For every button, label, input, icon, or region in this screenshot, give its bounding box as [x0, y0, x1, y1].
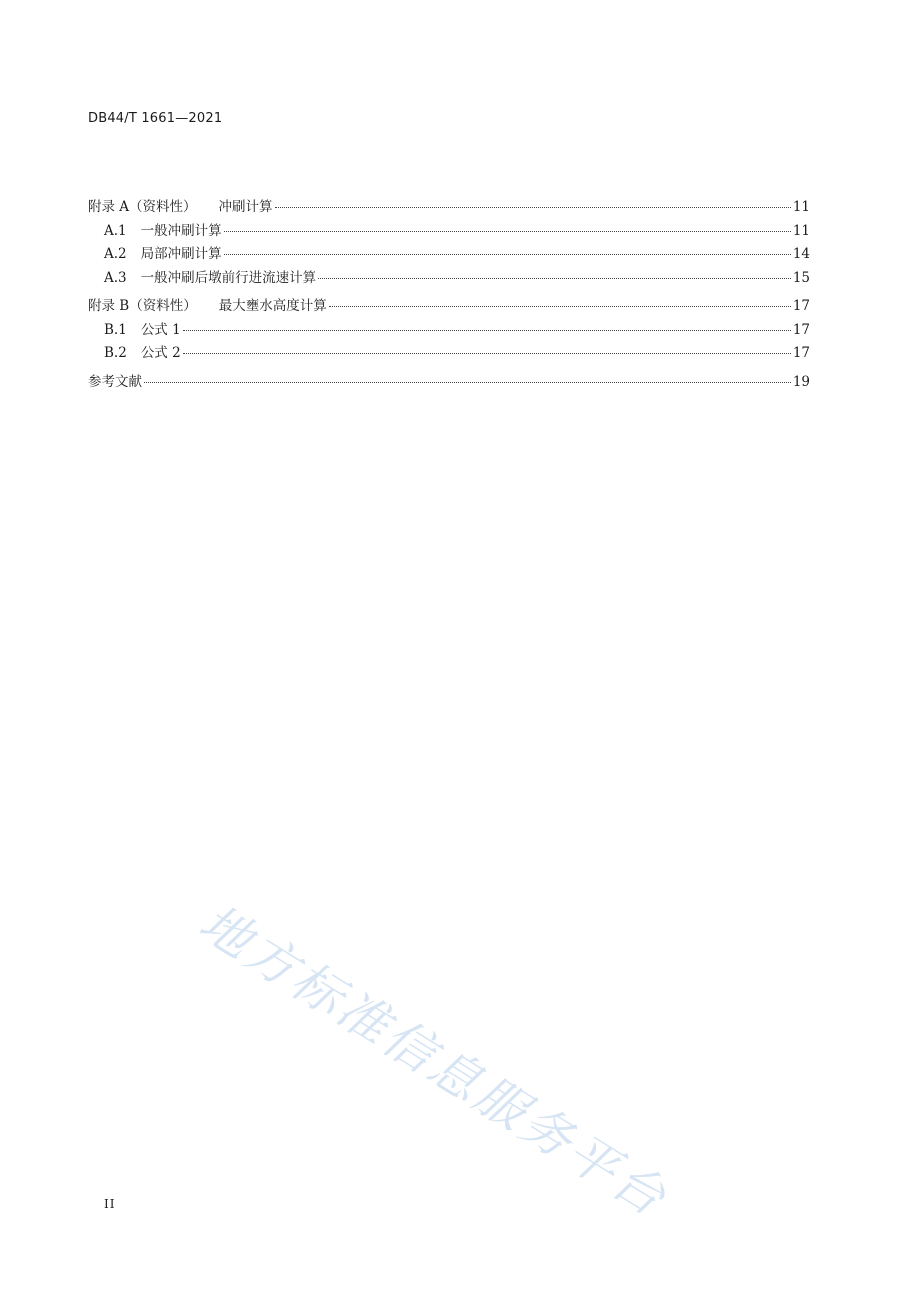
footer-page-number: II	[104, 1197, 116, 1211]
watermark: 地方标准信息服务平台	[189, 893, 679, 1229]
toc-entry-number: A.3	[104, 269, 127, 286]
table-of-contents	[88, 196, 810, 394]
toc-page-number: 17	[792, 321, 810, 338]
toc-page-number: 11	[792, 222, 810, 239]
toc-page-number: 14	[792, 246, 810, 262]
toc-entry-references[interactable]	[88, 371, 810, 395]
dot-leader	[144, 382, 791, 383]
toc-entry-title: 局部冲刷计算	[140, 246, 222, 262]
toc-page-number: 11	[792, 199, 810, 215]
toc-entry-number: B.2	[104, 345, 127, 361]
toc-page-number: 19	[792, 373, 810, 390]
toc-entry-title: 公式 2	[140, 345, 181, 361]
dot-leader	[329, 306, 791, 307]
toc-entry-title: 附录 B（资料性） 最大壅水高度计算	[88, 298, 327, 314]
toc-entry-title: 一般冲刷计算	[140, 222, 222, 239]
toc-entry-title: 一般冲刷后墩前行进流速计算	[140, 269, 317, 286]
toc-entry-b1[interactable]	[88, 319, 810, 343]
toc-entry-number: A.2	[104, 246, 127, 262]
toc-entry-number: B.1	[104, 321, 127, 338]
toc-entry-number: A.1	[104, 222, 127, 239]
toc-entry-appendix-b[interactable]	[88, 295, 810, 319]
document-code: DB44/T 1661—2021	[88, 111, 223, 126]
toc-entry-a1[interactable]	[88, 220, 810, 244]
toc-entry-b2[interactable]	[88, 342, 810, 366]
dot-leader	[183, 353, 791, 354]
toc-entry-a3[interactable]	[88, 267, 810, 291]
dot-leader	[224, 254, 791, 255]
dot-leader	[275, 207, 791, 208]
toc-entry-title: 附录 A（资料性） 冲刷计算	[88, 199, 273, 215]
toc-page-number: 15	[792, 269, 810, 286]
toc-entry-title: 参考文献	[88, 373, 142, 390]
dot-leader	[183, 330, 791, 331]
toc-entry-a2[interactable]	[88, 243, 810, 267]
dot-leader	[318, 278, 791, 279]
toc-page-number: 17	[792, 345, 810, 361]
dot-leader	[224, 231, 791, 232]
toc-entry-appendix-a[interactable]	[88, 196, 810, 220]
toc-page-number: 17	[792, 298, 810, 314]
toc-entry-title: 公式 1	[140, 321, 181, 338]
